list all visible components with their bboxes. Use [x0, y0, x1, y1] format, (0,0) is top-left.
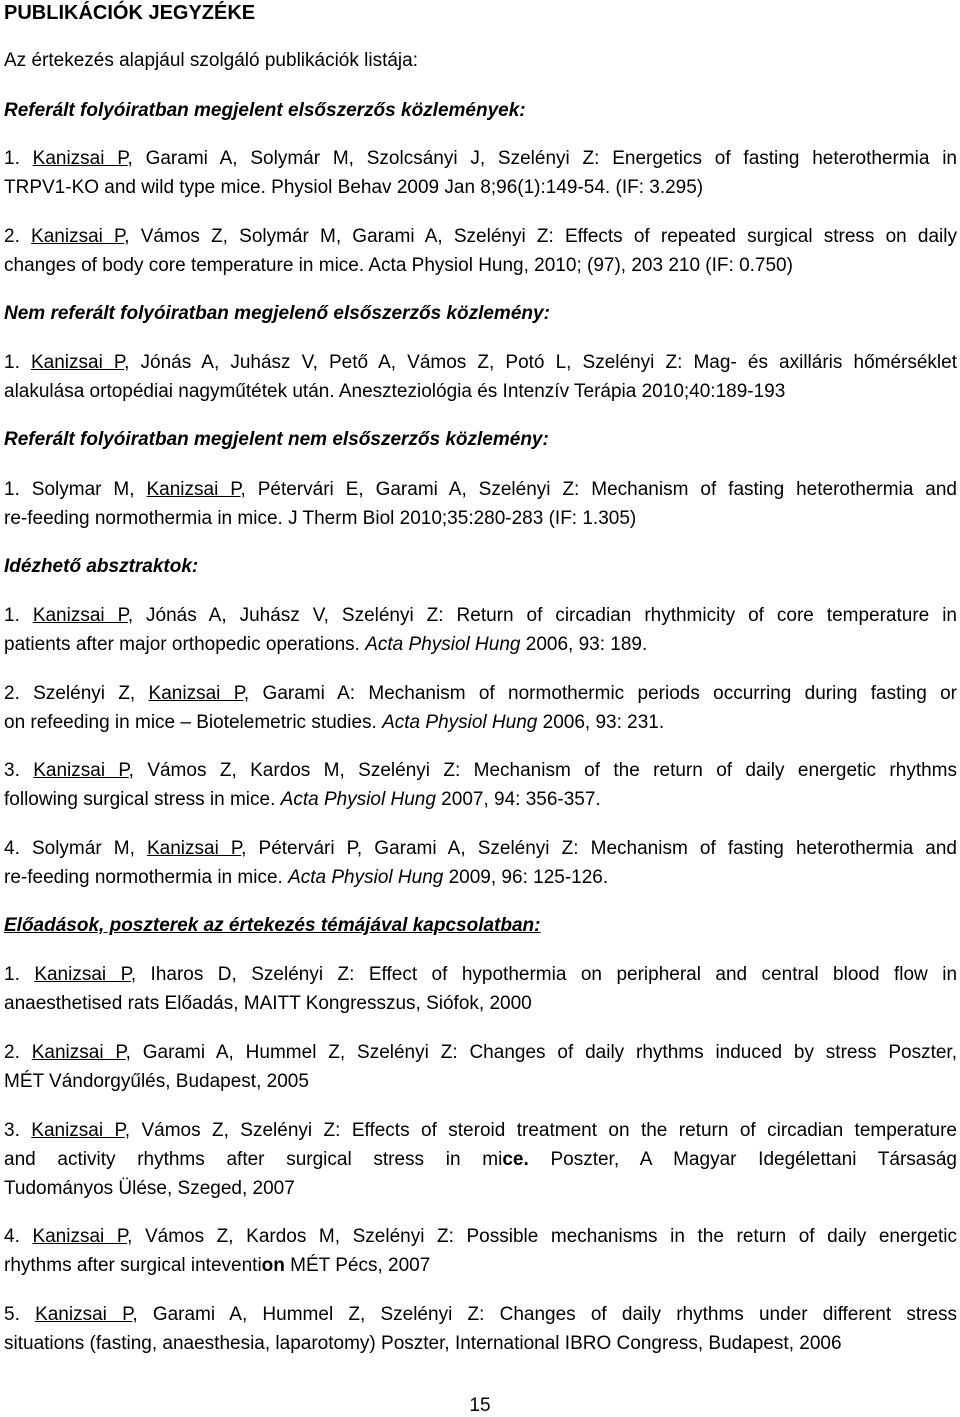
journal-name: Acta Physiol Hung: [365, 634, 521, 655]
sec4-item2-line1: 2. Szelényi Z, Kanizsai P, Garami A: Mechanism of normothermic periods occurring during fasting or: [4, 683, 957, 704]
sec5-item2-line1: 2. Kanizsai P, Garami A, Hummel Z, Szelényi Z: Changes of daily rhythms induced by stress Poszter,: [4, 1042, 957, 1063]
sec2-item1-line1: 1. Kanizsai P, Jónás A, Juhász V, Pető A, Vámos Z, Potó L, Szelényi Z: Mag- és axilláris hőmérséklet: [4, 352, 957, 373]
sec3-item1-line2: re-feeding normothermia in mice. J Therm Biol 2010;35:280-283 (IF: 1.305): [4, 508, 637, 529]
section-title-refereed-first-author: Referált folyóiratban megjelent elsőszerzős közlemények:: [4, 100, 526, 121]
author-name: Kanizsai P: [32, 148, 128, 169]
author-name: Kanizsai P,: [31, 226, 130, 247]
sec4-item3-line2: following surgical stress in mice. Acta Physiol Hung 2007, 94: 356-357.: [4, 789, 601, 810]
sec2-item1-line2: alakulása ortopédiai nagyműtétek után. Aneszteziológia és Intenzív Terápia 2010;40:189-193: [4, 381, 786, 402]
sec4-item4-line1: 4. Solymár M, Kanizsai P, Pétervári P, Garami A, Szelényi Z: Mechanism of fasting heterothermia and: [4, 838, 957, 859]
sec4-item2-line2: on refeeding in mice – Biotelemetric studies. Acta Physiol Hung 2006, 93: 231.: [4, 712, 665, 733]
intro-text: Az értekezés alapjául szolgáló publikációk listája:: [4, 50, 419, 71]
journal-name: Acta Physiol Hung: [288, 867, 444, 888]
sec3-item1-line1: 1. Solymar M, Kanizsai P, Pétervári E, Garami A, Szelényi Z: Mechanism of fasting heterothermia and: [4, 479, 957, 500]
section-title-presentations: Előadások, poszterek az értekezés témájával kapcsolatban:: [4, 915, 541, 936]
sec5-item5-line1: 5. Kanizsai P, Garami A, Hummel Z, Szelényi Z: Changes of daily rhythms under different stress: [4, 1304, 957, 1325]
page-heading: PUBLIKÁCIÓK JEGYZÉKE: [4, 2, 256, 24]
author-name: Kanizsai P: [30, 352, 125, 373]
section-title-refereed-coauthor: Referált folyóiratban megjelent nem elsőszerzős közlemény:: [4, 429, 549, 450]
sec4-item1-line2: patients after major orthopedic operations. Acta Physiol Hung 2006, 93: 189.: [4, 634, 648, 655]
author-name: Kanizsai P,: [148, 683, 250, 704]
sec5-item1-line2: anaesthetised rats Előadás, MAITT Kongresszus, Siófok, 2000: [4, 993, 532, 1014]
author-name: Kanizsai P: [34, 964, 131, 985]
sec4-item3-line1: 3. Kanizsai P, Vámos Z, Kardos M, Szelényi Z: Mechanism of the return of daily energetic rhythms: [4, 760, 957, 781]
author-name: Kanizsai P: [31, 1042, 126, 1063]
sec5-item1-line1: 1. Kanizsai P, Iharos D, Szelényi Z: Effect of hypothermia on peripheral and central blood flow in: [4, 964, 958, 985]
sec5-item3-line1: 3. Kanizsai P, Vámos Z, Szelényi Z: Effects of steroid treatment on the return of circadian temperature: [4, 1120, 958, 1141]
sec5-item4-line1: 4. Kanizsai P, Vámos Z, Kardos M, Szelényi Z: Possible mechanisms in the return of daily energetic: [4, 1226, 957, 1247]
author-name: Kanizsai P: [146, 479, 241, 500]
author-name: Kanizsai P,: [32, 1226, 133, 1247]
sec5-item5-line2: situations (fasting, anaesthesia, laparotomy) Poszter, International IBRO Congress, Budapest, 2006: [4, 1333, 842, 1354]
section-title-abstracts: Idézhető absztraktok:: [4, 556, 199, 577]
sec5-item2-line2: MÉT Vándorgyűlés, Budapest, 2005: [4, 1071, 309, 1092]
sec5-item3-line2: and activity rhythms after surgical stress in mice. Poszter, A Magyar Idegélettani Társaság: [4, 1149, 957, 1170]
sec1-item1-line2: TRPV1-KO and wild type mice. Physiol Behav 2009 Jan 8;96(1):149-54. (IF: 3.295): [4, 177, 704, 198]
author-name: Kanizsai P: [31, 1120, 125, 1141]
sec1-item2-line2: changes of body core temperature in mice. Acta Physiol Hung, 2010; (97), 203 210 (IF: 0.750): [4, 255, 793, 276]
journal-name: Acta Physiol Hung: [382, 712, 538, 733]
section-title-nonrefereed-first-author: Nem referált folyóiratban megjelenő elsőszerzős közlemény:: [4, 303, 550, 324]
author-name: Kanizsai P: [33, 760, 129, 781]
journal-name: Acta Physiol Hung: [280, 789, 436, 810]
sec1-item2-line1: 2. Kanizsai P, Vámos Z, Solymár M, Garami A, Szelényi Z: Effects of repeated surgical stress on daily: [4, 226, 958, 247]
sec1-item1-line1: 1. Kanizsai P, Garami A, Solymár M, Szolcsányi J, Szelényi Z: Energetics of fasting heterothermia in: [4, 148, 958, 169]
page-number: 15: [469, 1395, 491, 1416]
author-name: Kanizsai P: [35, 1304, 133, 1325]
sec4-item1-line1: 1. Kanizsai P, Jónás A, Juhász V, Szelényi Z: Return of circadian rhythmicity of core temperature in: [4, 605, 957, 626]
author-name: Kanizsai P: [146, 838, 242, 859]
sec5-item4-line2: rhythms after surgical intevention MÉT Pécs, 2007: [4, 1255, 431, 1276]
sec5-item3-line3: Tudományos Ülése, Szeged, 2007: [4, 1178, 295, 1199]
author-name: Kanizsai P: [32, 605, 128, 626]
sec4-item4-line2: re-feeding normothermia in mice. Acta Physiol Hung 2009, 96: 125-126.: [4, 867, 609, 888]
